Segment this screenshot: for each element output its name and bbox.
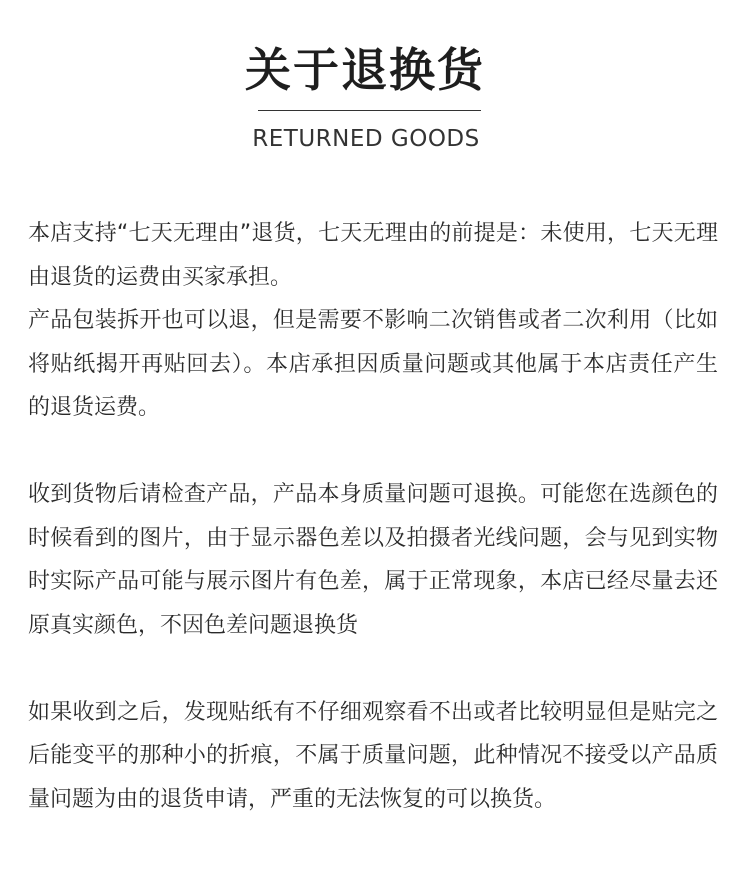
- policy-paragraph: 本店支持“七天无理由”退货，七天无理由的前提是：未使用，七天无理由退货的运费由买家承担。: [28, 221, 718, 290]
- policy-section-return: [28, 212, 718, 430]
- section-gap: [28, 647, 718, 691]
- page-title: 关于退换货: [245, 43, 485, 97]
- page-subtitle: RETURNED GOODS: [252, 126, 480, 152]
- policy-section-quality: [28, 473, 718, 647]
- policy-paragraph: 如果收到之后，发现贴纸有不仔细观察看不出或者比较明显但是贴完之后能变平的那种小的折痕，不属于质量问题，此种情况不接受以产品质量问题为由的退货申请，严重的无法恢复的可以换货。: [28, 699, 718, 812]
- section-gap: [28, 430, 718, 474]
- title-divider: [258, 110, 481, 111]
- policy-paragraph: 收到货物后请检查产品，产品本身质量问题可退换。可能您在选颜色的时候看到的图片，由于显示器色差以及拍摄者光线问题，会与见到实物时实际产品可能与展示图片有色差，属于正常现象，本店已经尽量去还原真实颜色，不因色差问题退换货: [28, 482, 718, 638]
- policy-content: [28, 212, 718, 821]
- policy-section-creases: [28, 691, 718, 822]
- policy-paragraph: 产品包装拆开也可以退，但是需要不影响二次销售或者二次利用（比如将贴纸揭开再贴回去）。本店承担因质量问题或其他属于本店责任产生的退货运费。: [28, 308, 718, 420]
